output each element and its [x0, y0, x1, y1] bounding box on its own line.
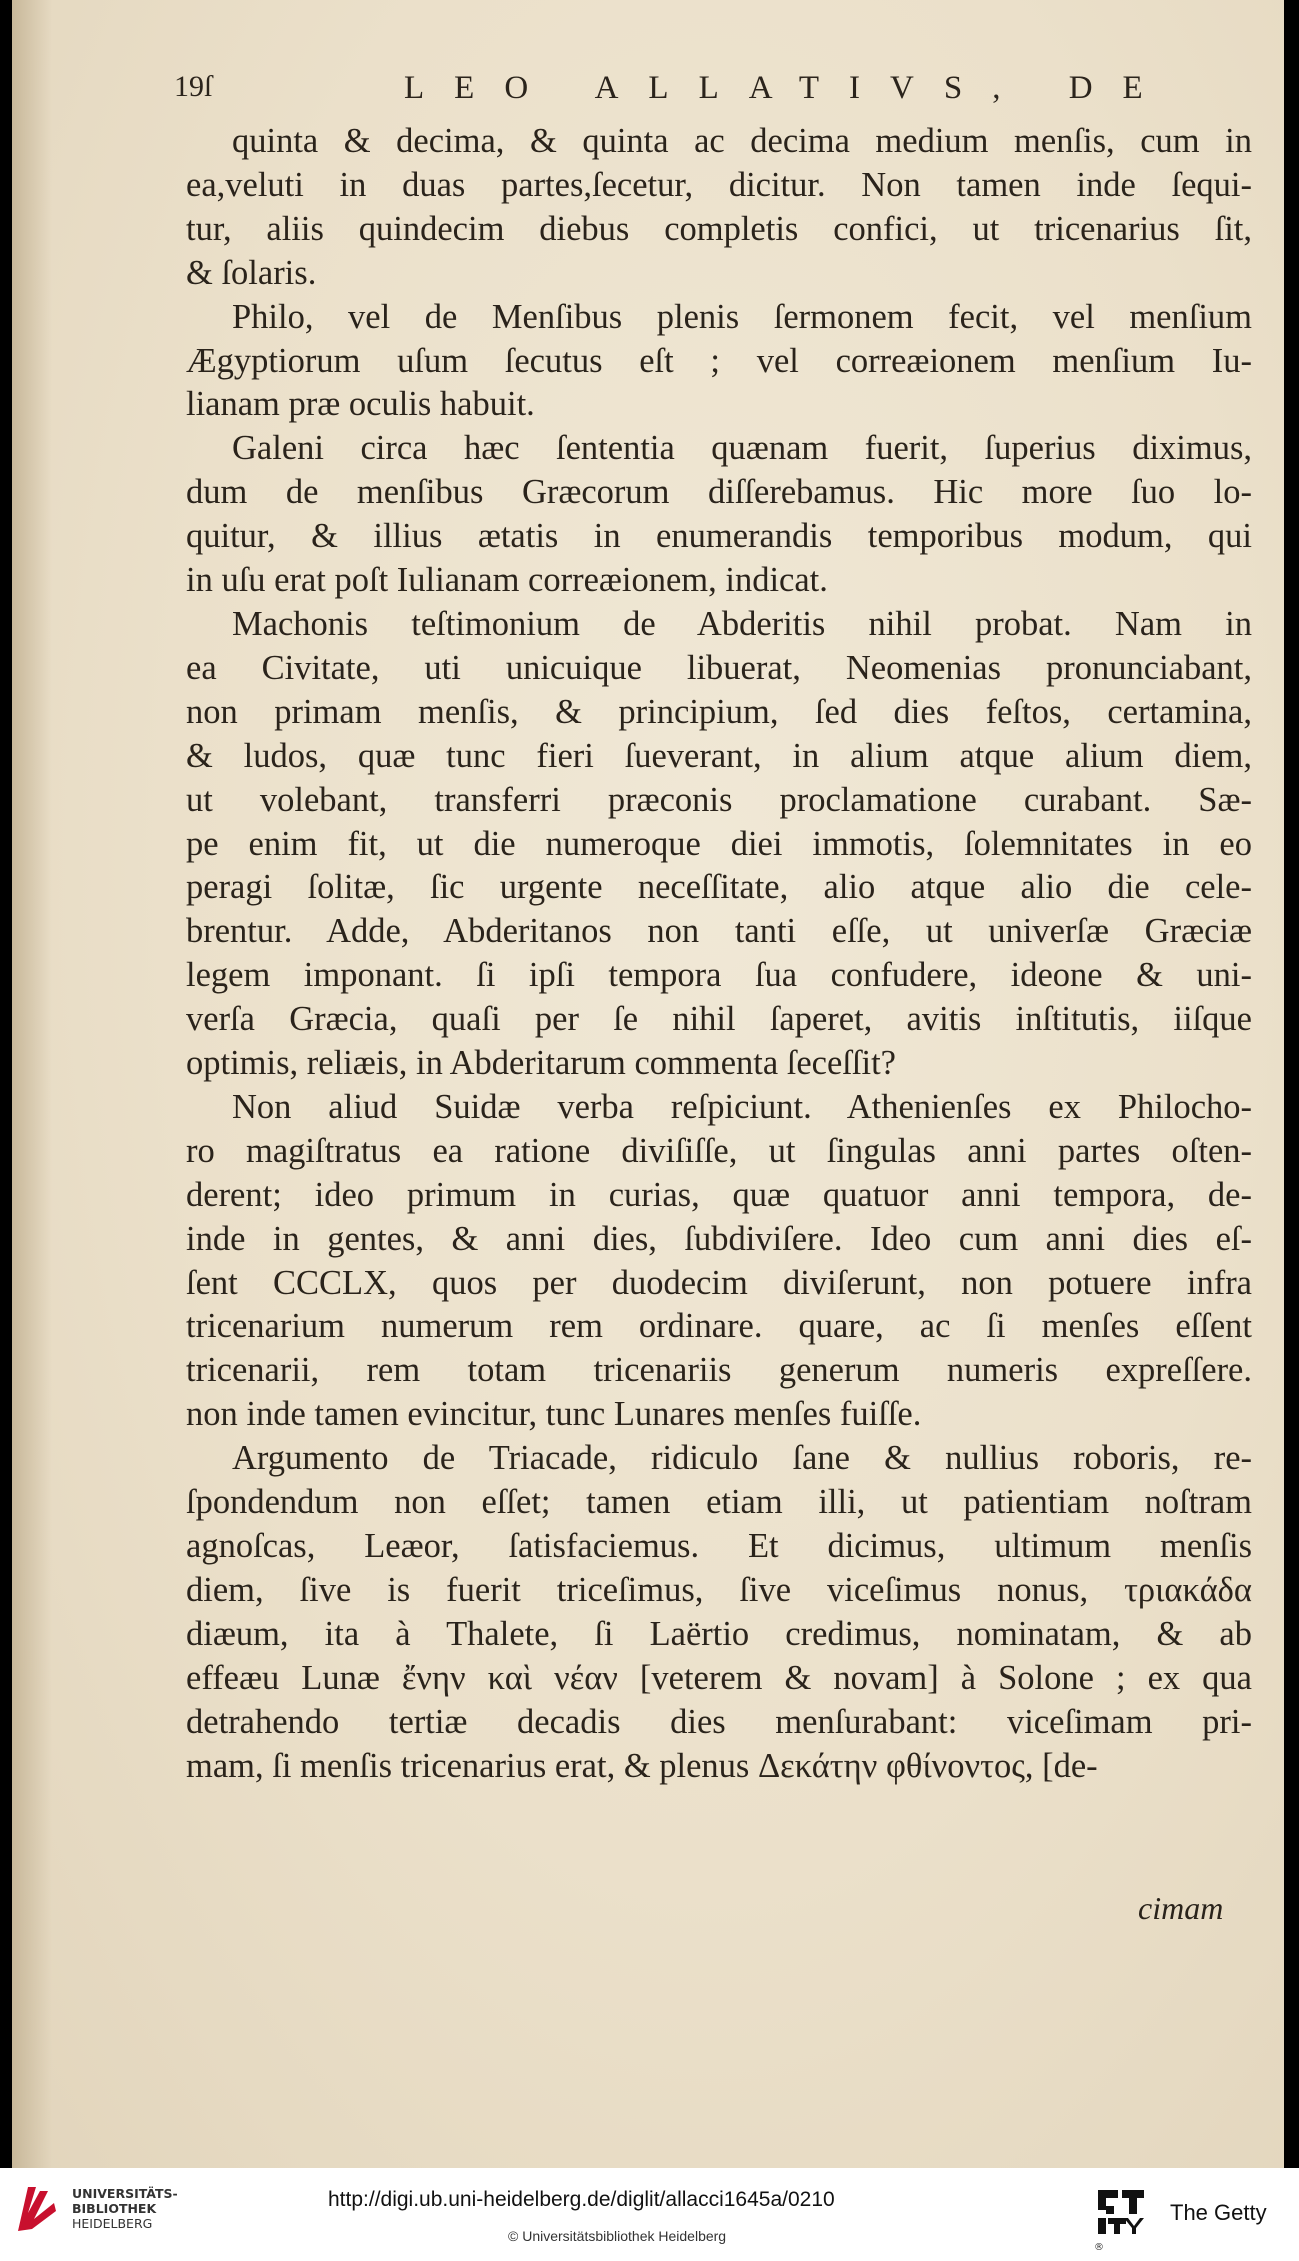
text-line: verſa Græcia, quaſi per ſe nihil ſaperet, avitis inſtitutis, iiſque: [186, 1000, 1252, 1039]
text-line: non inde tamen evincitur, tunc Lunares menſes fuiſſe.: [186, 1395, 922, 1434]
text-line: Argumento de Triacade, ridiculo ſane & nullius roboris, re-: [232, 1439, 1252, 1478]
text-line: pe enim fit, ut die numeroque diei immotis, ſolemnitates in eo: [186, 824, 1252, 863]
text-line: Philo, vel de Menſibus plenis ſermonem fecit, vel menſium: [232, 297, 1252, 336]
text-line: ea,veluti in duas partes,ſecetur, dicitur. Non tamen inde ſequi-: [186, 165, 1252, 204]
text-line: quitur, & illius ætatis in enumerandis temporibus modum, qui: [186, 517, 1252, 556]
text-line: ro magiſtratus ea ratione diviſiſſe, ut ſingulas anni partes oſten-: [186, 1131, 1252, 1170]
catchword: cimam: [1138, 1890, 1224, 1926]
text-line: in uſu erat poſt Iulianam correæionem, indicat.: [186, 561, 828, 600]
text-line: & ludos, quæ tunc fieri ſueverant, in alium atque alium diem,: [186, 736, 1252, 775]
text-line: derent; ideo primum in curias, quæ quatuor anni tempora, de-: [186, 1175, 1252, 1214]
paragraph: [186, 427, 1252, 603]
text-line: diem, ſive is fuerit triceſimus, ſive viceſimus nonus, τριακάδα: [186, 1570, 1252, 1609]
permalink-url[interactable]: http://digi.ub.uni-heidelberg.de/diglit/allacci1645a/0210: [328, 2188, 835, 2211]
text-line: Galeni circa hæc ſententia quænam fuerit, ſuperius diximus,: [232, 429, 1252, 468]
university-library-logo-icon: [14, 2183, 60, 2235]
text-line: legem imponant. ſi ipſi tempora ſua confudere, ideone & uni-: [186, 956, 1252, 995]
text-line: lianam præ oculis habuit.: [186, 385, 535, 424]
text-line: inde in gentes, & anni dies, ſubdiviſere. Ideo cum anni dies eſ-: [186, 1219, 1252, 1258]
page-gutter-shadow: [12, 0, 52, 2168]
library-name-line1: UNIVERSITÄTS-: [72, 2186, 178, 2201]
text-line: non primam menſis, & principium, ſed dies feſtos, certamina,: [186, 692, 1252, 731]
library-name-line3: HEIDELBERG: [72, 2216, 153, 2231]
text-line: ut volebant, transferri præconis proclamatione curabant. Sæ-: [186, 780, 1252, 819]
text-line: tricenarii, rem totam tricenariis generum numeris expreſſere.: [186, 1351, 1252, 1390]
text-line: Ægyptiorum uſum ſecutus eſt ; vel correæionem menſium Iu-: [186, 341, 1252, 380]
text-line: Machonis teſtimonium de Abderitis nihil probat. Nam in: [232, 604, 1252, 643]
text-line: ea Civitate, uti unicuique libuerat, Neomenias pronunciabant,: [186, 648, 1252, 687]
text-line: dum de menſibus Græcorum diſſerebamus. Hic more ſuo lo-: [186, 473, 1252, 512]
footer-bar: [0, 2168, 1299, 2261]
text-line: effeæu Lunæ ἔνην καὶ νέαν [veterem & novam] à Solone ; ex qua: [186, 1658, 1252, 1697]
text-line: brentur. Adde, Abderitanos non tanti eſſe, ut univerſæ Græciæ: [186, 912, 1252, 951]
text-line: & ſolaris.: [186, 253, 317, 292]
text-line: Non aliud Suidæ verba reſpiciunt. Athenienſes ex Philocho-: [232, 1087, 1252, 1126]
text-line: mam, ſi menſis tricenarius erat, & plenus Δεκάτην φθίνοντος, [de-: [186, 1746, 1098, 1785]
text-line: detrahendo tertiæ decadis dies menſurabant: viceſimam pri-: [186, 1702, 1252, 1741]
getty-name: The Getty: [1170, 2200, 1267, 2225]
text-line: tur, aliis quindecim diebus completis confici, ut tricenarius ſit,: [186, 209, 1252, 248]
text-line: diæum, ita à Thalete, ſi Laërtio credimus, nominatam, & ab: [186, 1614, 1252, 1653]
library-name: [72, 2186, 178, 2231]
text-line: tricenarium numerum rem ordinare. quare, ac ſi menſes eſſent: [186, 1307, 1252, 1346]
text-line: ſent CCCLX, quos per duodecim diviſerunt, non potuere infra: [186, 1263, 1252, 1302]
text-line: optimis, reliæis, in Abderitarum commenta ſeceſſit?: [186, 1044, 896, 1083]
text-line: agnoſcas, Leæor, ſatisfaciemus. Et dicimus, ultimum menſis: [186, 1527, 1252, 1565]
paragraph: [186, 1437, 1252, 1788]
copyright-notice: © Universitätsbibliothek Heidelberg: [508, 2228, 727, 2244]
getty-registered-mark: ®: [1094, 2242, 1104, 2253]
text-line: ſpondendum non eſſet; tamen etiam illi, ut patientiam noſtram: [186, 1483, 1252, 1522]
text-line: quinta & decima, & quinta ac decima medium menſis, cum in: [232, 122, 1252, 160]
paragraph: [186, 120, 1252, 296]
getty-logo-icon: [1094, 2186, 1148, 2238]
text-line: peragi ſolitæ, ſic urgente neceſſitate, alio atque alio die cele-: [186, 868, 1252, 907]
paragraph: [186, 296, 1252, 428]
paragraph: [186, 603, 1252, 1086]
paragraph: [186, 1086, 1252, 1437]
running-head: LEO ALLATIVS, DE: [404, 70, 1173, 106]
library-name-line2: BIBLIOTHEK: [72, 2201, 157, 2216]
body-text: [186, 120, 1252, 1788]
page-number: 19ſ: [174, 70, 213, 103]
